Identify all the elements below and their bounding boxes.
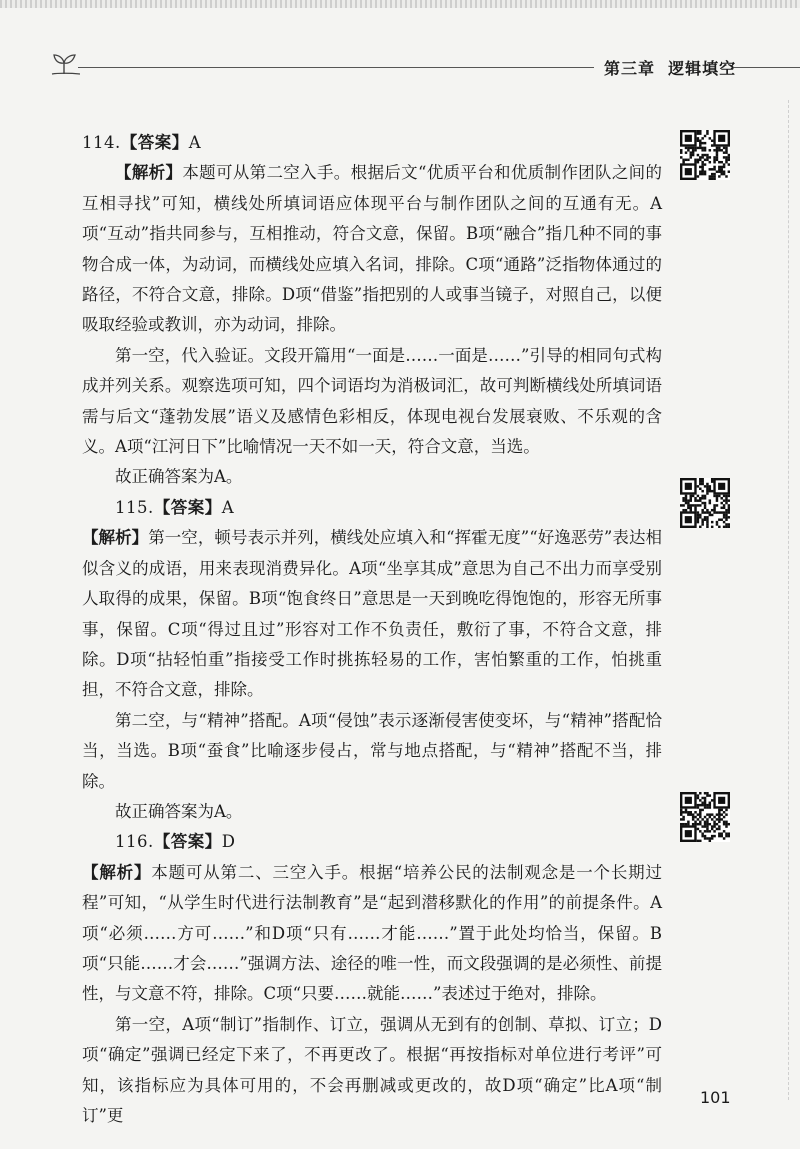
analysis-paragraph bbox=[82, 858, 662, 1010]
chapter-heading bbox=[604, 56, 736, 79]
analysis-paragraph: 第一空，A项“制订”指制作、订立，强调从无到有的创制、草拟、订立；D项“确定”强调已经定下来了，不再更改了。根据“再按指标对单位进行考评”可知，该指标应为具体可用的，不会再删减或更改的，故D项“确定”比A项“制订”更 bbox=[82, 1014, 662, 1125]
chapter-title: 逻辑填空 bbox=[668, 59, 737, 78]
page-top-edge bbox=[0, 0, 800, 8]
question-number: 116. bbox=[115, 832, 154, 852]
qr-code-icon[interactable] bbox=[680, 130, 730, 180]
conclusion-paragraph: 故正确答案为A。 bbox=[115, 467, 243, 487]
analysis-label: 【解析】 bbox=[115, 163, 183, 183]
analysis-paragraph: 第二空，与“精神”搭配。A项“侵蚀”表示逐渐侵害使变坏，与“精神”搭配恰当，当选。B项“蚕食”比喻逐步侵占，常与地点搭配，与“精神”搭配不当，排除。 bbox=[82, 710, 662, 791]
question-number: 115. bbox=[115, 497, 154, 517]
answer-label: 【答案】 bbox=[153, 497, 222, 517]
conclusion-paragraph: 故正确答案为A。 bbox=[115, 801, 243, 821]
page-edge-shadow bbox=[788, 100, 790, 1100]
sprout-icon bbox=[50, 52, 80, 76]
question-number: 114. bbox=[82, 133, 121, 152]
analysis-text: 本题可从第二、三空入手。根据“培养公民的法制观念是一个长期过程”可知，“从学生时代进行法制教育”是“起到潜移默化的作用”的前提条件。A项“必须……方可……”和D项“只有……才能……”置于此处均恰当，保留。B项“只能……才会……”强调方法、途径的唯一性，而文段强调的是必须性、前提性，与文意不符，排除。C项“只要……就能……”表述过于绝对，排除。 bbox=[82, 862, 662, 1004]
analysis-paragraph bbox=[82, 523, 662, 705]
answer-value: A bbox=[188, 133, 202, 152]
analysis-label: 【解析】 bbox=[82, 862, 152, 882]
answer-content bbox=[82, 128, 662, 1131]
answer-value: D bbox=[221, 832, 236, 852]
answer-label: 【答案】 bbox=[153, 832, 222, 852]
analysis-label: 【解析】 bbox=[82, 528, 149, 548]
header-rule bbox=[78, 67, 594, 68]
qr-code-icon[interactable] bbox=[680, 478, 730, 528]
analysis-text: 第一空，顿号表示并列，横线处应填入和“挥霍无度”“好逸恶劳”表达相似含义的成语，用来表现消费异化。A项“坐享其成”意思为自己不出力而享受别人取得的成果，保留。B项“饱食终日”意思是一天到晚吃得饱饱的，形容无所事事，保留。C项“得过且过”形容对工作不负责任，敷衍了事，不符合文意，排除。D项“拈轻怕重”指接受工作时挑拣轻易的工作，害怕繁重的工作，怕挑重担，不符合文意，排除。 bbox=[82, 528, 662, 700]
qr-code-icon[interactable] bbox=[680, 792, 730, 842]
header-rule-right bbox=[734, 67, 800, 68]
analysis-paragraph: 第一空，代入验证。文段开篇用“一面是……一面是……”引导的相同句式构成并列关系。观察选项可知，四个词语均为消极词汇，故可判断横线处所填词语需与后文“蓬勃发展”语义及感情色彩相反，体现电视台发展衰败、不乐观的含义。A项“江河日下”比喻情况一天不如一天，符合文意，当选。 bbox=[82, 345, 662, 457]
page-number: 101 bbox=[700, 1088, 731, 1107]
chapter-number: 第三章 bbox=[604, 59, 656, 78]
answer-heading-114 bbox=[82, 128, 662, 158]
answer-value: A bbox=[221, 497, 235, 517]
answer-label: 【答案】 bbox=[120, 133, 189, 152]
analysis-paragraph bbox=[82, 158, 662, 340]
page-header bbox=[0, 52, 800, 82]
analysis-text: 本题可从第二空入手。根据后文“优质平台和优质制作团队之间的互相寻找”可知，横线处所填词语应体现平台与制作团队之间的互通有无。A项“互动”指共同参与，互相推动，符合文意，保留。B项“融合”指几种不同的事物合成一体，为动词，而横线处应填入名词，排除。C项“通路”泛指物体通过的路径，不符合文意，排除。D项“借鉴”指把别的人或事当镜子，对照自己，以便吸取经验或教训，亦为动词，排除。 bbox=[82, 163, 663, 335]
answer-heading-116 bbox=[82, 827, 662, 857]
answer-heading-115 bbox=[82, 493, 662, 523]
